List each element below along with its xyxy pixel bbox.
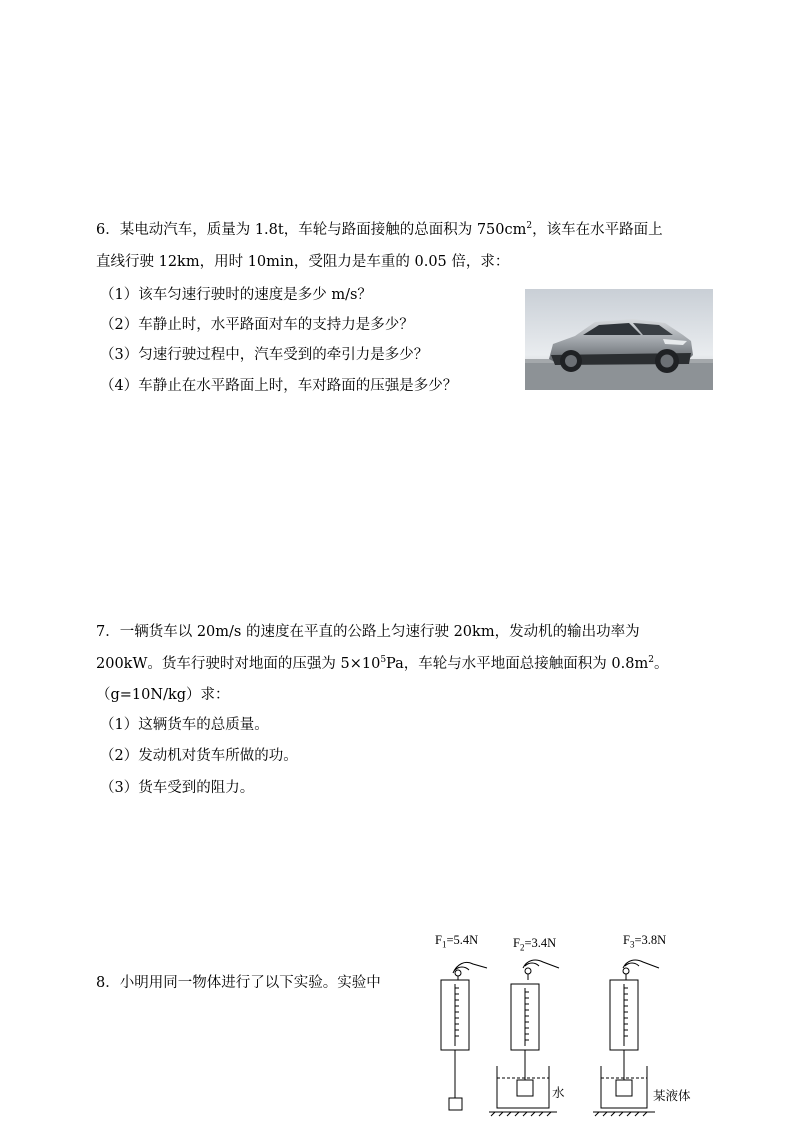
q7-line-3: （g=10N/kg）求： bbox=[96, 687, 230, 703]
q6-area-exponent: 2 bbox=[526, 221, 533, 232]
f1-value: =5.4N bbox=[446, 933, 479, 947]
q6-line-1-text: 6．某电动汽车，质量为 1.8t，车轮与路面接触的总面积为 750cm bbox=[96, 222, 527, 238]
spring-scale-2 bbox=[489, 960, 559, 1116]
q6-item-1: （1）该车匀速行驶时的速度是多少 m/s？ bbox=[100, 287, 372, 303]
q7-pressure-exponent: 5 bbox=[380, 655, 387, 666]
q7-item-3: （3）货车受到的阻力。 bbox=[100, 780, 255, 796]
q7-line-2-text: 200kW。货车行驶时对地面的压强为 5×10 bbox=[96, 656, 381, 672]
f3-symbol: F bbox=[623, 933, 630, 947]
q7-line-1: 7．一辆货车以 20m/s 的速度在平直的公路上匀速行驶 20km，发动机的输出功率为 bbox=[96, 624, 640, 640]
f2-value: =3.4N bbox=[524, 936, 557, 950]
q6-line-1-tail: ，该车在水平路面上 bbox=[532, 222, 663, 238]
spring-scale-3 bbox=[593, 960, 659, 1116]
spring-scale-drawing bbox=[425, 928, 715, 1118]
f1-symbol: F bbox=[435, 933, 442, 947]
q6-line-2: 直线行驶 12km，用时 10min，受阻力是车重的 0.05 倍，求： bbox=[96, 254, 510, 270]
q7-item-1: （1）这辆货车的总质量。 bbox=[100, 717, 269, 733]
car-illustration bbox=[525, 289, 713, 390]
f2-subscript: 2 bbox=[519, 942, 525, 953]
q6-line-1 bbox=[96, 220, 663, 240]
q7-area-exponent: 2 bbox=[648, 655, 654, 666]
liquid-label: 某液体 bbox=[653, 1088, 691, 1103]
q6-item-2: （2）车静止时，水平路面对车的支持力是多少？ bbox=[100, 317, 414, 333]
spring-scale-1 bbox=[441, 962, 487, 1110]
q7-item-2: （2）发动机对货车所做的功。 bbox=[100, 748, 298, 764]
spring-scale-figure bbox=[425, 928, 715, 1118]
f3-subscript: 3 bbox=[629, 939, 635, 950]
q7-line-2 bbox=[96, 654, 668, 674]
car-photo bbox=[525, 289, 713, 390]
q8-line-1: 8．小明用同一物体进行了以下实验。实验中 bbox=[96, 975, 381, 991]
q6-item-4: （4）车静止在水平路面上时，车对路面的压强是多少？ bbox=[100, 378, 458, 394]
f3-value: =3.8N bbox=[634, 933, 667, 947]
f1-subscript: 1 bbox=[441, 939, 447, 950]
q7-line-2-end: 。 bbox=[653, 656, 669, 672]
f2-symbol: F bbox=[513, 936, 520, 950]
q7-line-2-mid: Pa，车轮与水平地面总接触面积为 0.8m bbox=[386, 656, 649, 672]
water-label: 水 bbox=[552, 1085, 565, 1100]
q6-item-3: （3）匀速行驶过程中，汽车受到的牵引力是多少？ bbox=[100, 347, 429, 363]
